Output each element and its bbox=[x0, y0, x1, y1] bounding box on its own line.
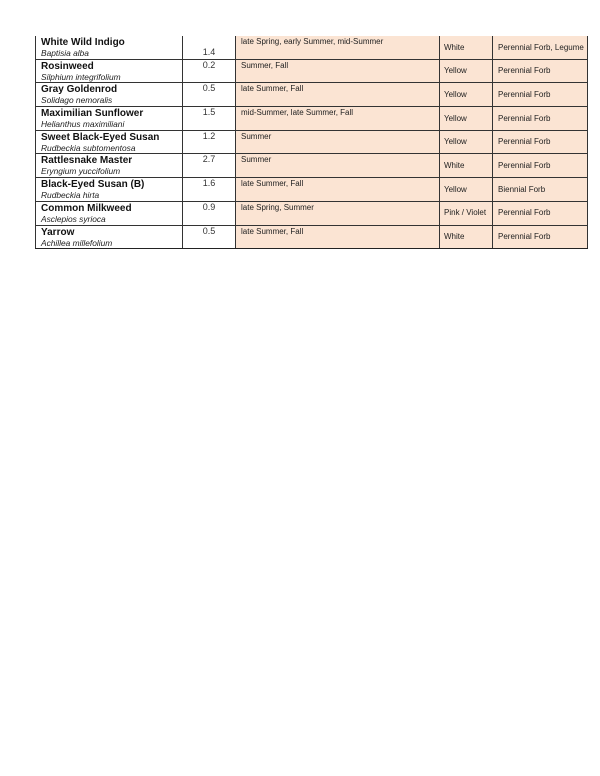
plant-name-cell bbox=[36, 107, 183, 131]
plant-type: Perennial Forb bbox=[498, 161, 551, 171]
table-row bbox=[36, 201, 588, 225]
bloom-cell bbox=[236, 154, 440, 178]
type-cell bbox=[493, 59, 588, 83]
common-name: Yarrow bbox=[41, 226, 75, 238]
scientific-name: Silphium integrifolium bbox=[41, 71, 121, 82]
bloom-time: late Summer, Fall bbox=[241, 179, 304, 189]
flower-color: White bbox=[444, 232, 465, 242]
plant-type: Perennial Forb, Legume bbox=[498, 42, 584, 52]
plant-name-cell bbox=[36, 59, 183, 83]
bloom-time: late Summer, Fall bbox=[241, 84, 304, 94]
plant-type: Perennial Forb bbox=[498, 208, 551, 218]
scientific-name: Rudbeckia subtomentosa bbox=[41, 142, 136, 153]
plant-table bbox=[35, 36, 588, 249]
value: 1.4 bbox=[202, 47, 216, 57]
flower-color: Yellow bbox=[444, 184, 467, 194]
bloom-cell bbox=[236, 107, 440, 131]
type-cell bbox=[493, 107, 588, 131]
scientific-name: Asclepios syrioca bbox=[41, 213, 106, 224]
bloom-time: Summer bbox=[241, 131, 272, 141]
common-name: Rosinweed bbox=[41, 60, 94, 72]
common-name: Sweet Black-Eyed Susan bbox=[41, 131, 160, 143]
color-cell bbox=[440, 154, 493, 178]
value-cell bbox=[183, 130, 236, 154]
value: 0.5 bbox=[202, 83, 216, 94]
type-cell bbox=[493, 154, 588, 178]
value-cell bbox=[183, 107, 236, 131]
common-name: Gray Goldenrod bbox=[41, 84, 118, 96]
plant-name-cell bbox=[36, 178, 183, 202]
bloom-time: late Summer, Fall bbox=[241, 226, 304, 236]
bloom-cell bbox=[236, 59, 440, 83]
plant-name-cell bbox=[36, 201, 183, 225]
scientific-name: Eryngium yuccifolium bbox=[41, 166, 121, 177]
flower-color: Yellow bbox=[444, 137, 467, 147]
plant-name-cell bbox=[36, 225, 183, 249]
bloom-cell bbox=[236, 83, 440, 107]
bloom-cell bbox=[236, 201, 440, 225]
common-name: Common Milkweed bbox=[41, 202, 132, 214]
type-cell bbox=[493, 130, 588, 154]
value-cell bbox=[183, 225, 236, 249]
value-cell bbox=[183, 154, 236, 178]
table-row bbox=[36, 36, 588, 59]
color-cell bbox=[440, 83, 493, 107]
flower-color: White bbox=[444, 161, 465, 171]
table-row bbox=[36, 59, 588, 83]
table-row bbox=[36, 107, 588, 131]
type-cell bbox=[493, 178, 588, 202]
bloom-time: mid-Summer, late Summer, Fall bbox=[241, 108, 354, 118]
bloom-time: late Spring, Summer bbox=[241, 202, 314, 212]
plant-type: Perennial Forb bbox=[498, 137, 551, 147]
bloom-cell bbox=[236, 130, 440, 154]
value: 0.9 bbox=[202, 201, 216, 212]
bloom-time: Summer, Fall bbox=[241, 60, 289, 70]
color-cell bbox=[440, 225, 493, 249]
plant-type: Perennial Forb bbox=[498, 89, 551, 99]
type-cell bbox=[493, 36, 588, 59]
plant-type: Perennial Forb bbox=[498, 113, 551, 123]
plant-name-cell bbox=[36, 154, 183, 178]
value: 0.2 bbox=[202, 59, 216, 70]
plant-name-cell bbox=[36, 36, 183, 59]
plant-type: Biennial Forb bbox=[498, 184, 546, 194]
bloom-time: Summer bbox=[241, 155, 272, 165]
color-cell bbox=[440, 107, 493, 131]
type-cell bbox=[493, 83, 588, 107]
common-name: Maximilian Sunflower bbox=[41, 108, 144, 120]
flower-color: Yellow bbox=[444, 89, 467, 99]
value-cell bbox=[183, 83, 236, 107]
scientific-name: Achillea millefolium bbox=[41, 237, 113, 248]
bloom-cell bbox=[236, 225, 440, 249]
scientific-name: Solidago nemoralis bbox=[41, 95, 113, 106]
scientific-name: Baptisia alba bbox=[41, 48, 89, 58]
color-cell bbox=[440, 130, 493, 154]
value: 2.7 bbox=[202, 154, 216, 165]
bloom-time: late Spring, early Summer, mid-Summer bbox=[241, 37, 384, 46]
plant-name-cell bbox=[36, 83, 183, 107]
bloom-cell bbox=[236, 36, 440, 59]
table-row bbox=[36, 154, 588, 178]
color-cell bbox=[440, 36, 493, 59]
value: 0.5 bbox=[202, 225, 216, 236]
flower-color: Yellow bbox=[444, 66, 467, 76]
table-row bbox=[36, 178, 588, 202]
color-cell bbox=[440, 178, 493, 202]
table-row bbox=[36, 83, 588, 107]
bloom-cell bbox=[236, 178, 440, 202]
common-name: Rattlesnake Master bbox=[41, 155, 133, 167]
plant-type: Perennial Forb bbox=[498, 66, 551, 76]
plant-type: Perennial Forb bbox=[498, 232, 551, 242]
table-row bbox=[36, 225, 588, 249]
value: 1.5 bbox=[202, 107, 216, 118]
scientific-name: Helianthus maximiliani bbox=[41, 119, 125, 130]
table-row bbox=[36, 130, 588, 154]
value-cell bbox=[183, 59, 236, 83]
type-cell bbox=[493, 225, 588, 249]
color-cell bbox=[440, 59, 493, 83]
value-cell bbox=[183, 201, 236, 225]
scientific-name: Rudbeckia hirta bbox=[41, 190, 100, 201]
value-cell bbox=[183, 178, 236, 202]
flower-color: Yellow bbox=[444, 113, 467, 123]
value-cell bbox=[183, 36, 236, 59]
type-cell bbox=[493, 201, 588, 225]
value: 1.2 bbox=[202, 130, 216, 141]
plant-name-cell bbox=[36, 130, 183, 154]
common-name: White Wild Indigo bbox=[41, 37, 125, 48]
value: 1.6 bbox=[202, 178, 216, 189]
flower-color: White bbox=[444, 42, 465, 52]
color-cell bbox=[440, 201, 493, 225]
flower-color: Pink / Violet bbox=[444, 208, 487, 218]
common-name: Black-Eyed Susan (B) bbox=[41, 179, 145, 191]
